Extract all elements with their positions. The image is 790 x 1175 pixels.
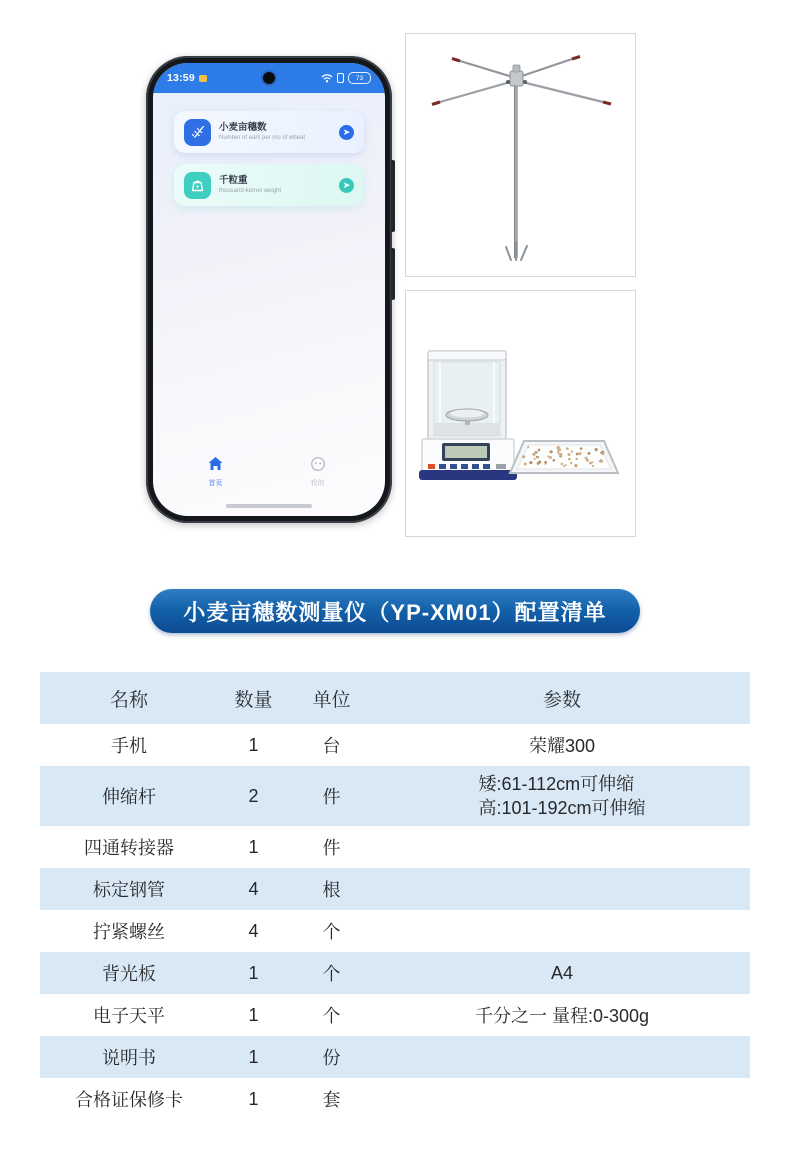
cell-name: 合格证保修卡 bbox=[75, 1090, 183, 1110]
cell-params bbox=[374, 910, 750, 952]
notification-icon bbox=[199, 75, 207, 82]
nav-profile[interactable] bbox=[288, 456, 348, 488]
nav-profile-label: 我的 bbox=[310, 480, 325, 487]
config-table bbox=[40, 672, 750, 1120]
col-header-params: 参数 bbox=[542, 689, 581, 711]
cell-unit: 套 bbox=[322, 1090, 341, 1110]
cell-params bbox=[374, 826, 750, 868]
cell-name: 标定钢管 bbox=[93, 880, 165, 900]
cell-unit: 份 bbox=[322, 1048, 341, 1068]
cell-name: 四通转接器 bbox=[84, 838, 174, 858]
cell-unit: 件 bbox=[322, 838, 341, 858]
app-card-title: 千粒重 bbox=[219, 175, 248, 186]
cell-qty: 4 bbox=[248, 920, 259, 941]
phone-volume-button bbox=[391, 160, 395, 232]
cell-qty: 1 bbox=[248, 1004, 259, 1025]
battery-icon: 73 bbox=[348, 72, 371, 84]
weight-icon bbox=[184, 172, 211, 199]
cell-params bbox=[374, 1036, 750, 1078]
phone-power-button bbox=[391, 248, 395, 300]
cell-name: 电子天平 bbox=[93, 1006, 165, 1026]
cell-qty: 4 bbox=[248, 878, 259, 899]
clock-text: 13:59 bbox=[167, 72, 195, 84]
cell-params bbox=[374, 1078, 750, 1120]
cell-name: 拧紧螺丝 bbox=[93, 922, 165, 942]
cell-qty: 1 bbox=[248, 1088, 259, 1109]
table-row bbox=[40, 910, 750, 952]
face-icon bbox=[310, 456, 326, 472]
col-header-qty: 数量 bbox=[234, 689, 273, 711]
table-row bbox=[40, 1036, 750, 1078]
app-card-subtitle: Number of ears per mu of wheat bbox=[219, 135, 306, 141]
home-icon bbox=[207, 456, 224, 472]
cell-unit: 个 bbox=[322, 964, 341, 984]
nav-home[interactable] bbox=[185, 456, 245, 488]
cell-qty: 1 bbox=[248, 962, 259, 983]
home-indicator-bar bbox=[226, 504, 312, 508]
table-row bbox=[40, 868, 750, 910]
phone-mockup bbox=[146, 56, 392, 523]
app-card-title: 小麦亩穗数 bbox=[219, 122, 267, 133]
col-header-unit: 单位 bbox=[312, 689, 351, 711]
cell-qty: 1 bbox=[248, 1046, 259, 1067]
cell-params: A4 bbox=[550, 962, 574, 983]
balance-illustration bbox=[406, 291, 635, 536]
cell-params: 荣耀300 bbox=[528, 736, 596, 756]
app-card-ear-count[interactable] bbox=[174, 111, 364, 153]
table-row bbox=[40, 994, 750, 1036]
cell-unit: 根 bbox=[322, 880, 341, 900]
cell-name: 说明书 bbox=[102, 1048, 156, 1068]
table-row bbox=[40, 826, 750, 868]
cell-params: 矮:61-112cm可伸缩 高:101-192cm可伸缩 bbox=[478, 774, 646, 818]
cell-qty: 2 bbox=[248, 785, 259, 806]
cell-name: 手机 bbox=[111, 736, 147, 756]
cell-unit: 个 bbox=[322, 1006, 341, 1026]
app-card-kernel-weight[interactable] bbox=[174, 164, 364, 206]
col-header-name: 名称 bbox=[109, 689, 148, 711]
cell-qty: 1 bbox=[248, 836, 259, 857]
cell-params bbox=[374, 868, 750, 910]
bottom-nav bbox=[153, 456, 385, 492]
phone-screen bbox=[153, 63, 385, 516]
nav-home-label: 首页 bbox=[208, 480, 223, 487]
cell-unit: 个 bbox=[322, 922, 341, 942]
product-image-balance bbox=[405, 290, 636, 537]
cell-unit: 件 bbox=[322, 787, 341, 807]
page-title: 小麦亩穗数测量仪（YP-XM01）配置清单 bbox=[150, 589, 640, 633]
cell-name: 伸缩杆 bbox=[102, 787, 156, 807]
app-card-subtitle: thousand-kernel weight bbox=[219, 188, 282, 194]
cell-unit: 台 bbox=[322, 736, 341, 756]
pole-illustration bbox=[406, 34, 635, 276]
sim-icon bbox=[337, 73, 344, 83]
table-header-row bbox=[40, 672, 750, 724]
product-image-pole bbox=[405, 33, 636, 277]
wifi-icon bbox=[321, 73, 333, 83]
camera-punch-hole bbox=[263, 72, 275, 84]
table-row bbox=[40, 1078, 750, 1120]
wheat-icon bbox=[184, 119, 211, 146]
table-row bbox=[40, 724, 750, 766]
table-row bbox=[40, 952, 750, 994]
table-row bbox=[40, 766, 750, 826]
arrow-right-icon[interactable]: ➤ bbox=[339, 125, 354, 140]
config-table-body bbox=[40, 724, 750, 1120]
cell-qty: 1 bbox=[248, 734, 259, 755]
cell-name: 背光板 bbox=[102, 964, 156, 984]
cell-params: 千分之一 量程:0-300g bbox=[474, 1006, 650, 1026]
arrow-right-icon[interactable]: ➤ bbox=[339, 178, 354, 193]
